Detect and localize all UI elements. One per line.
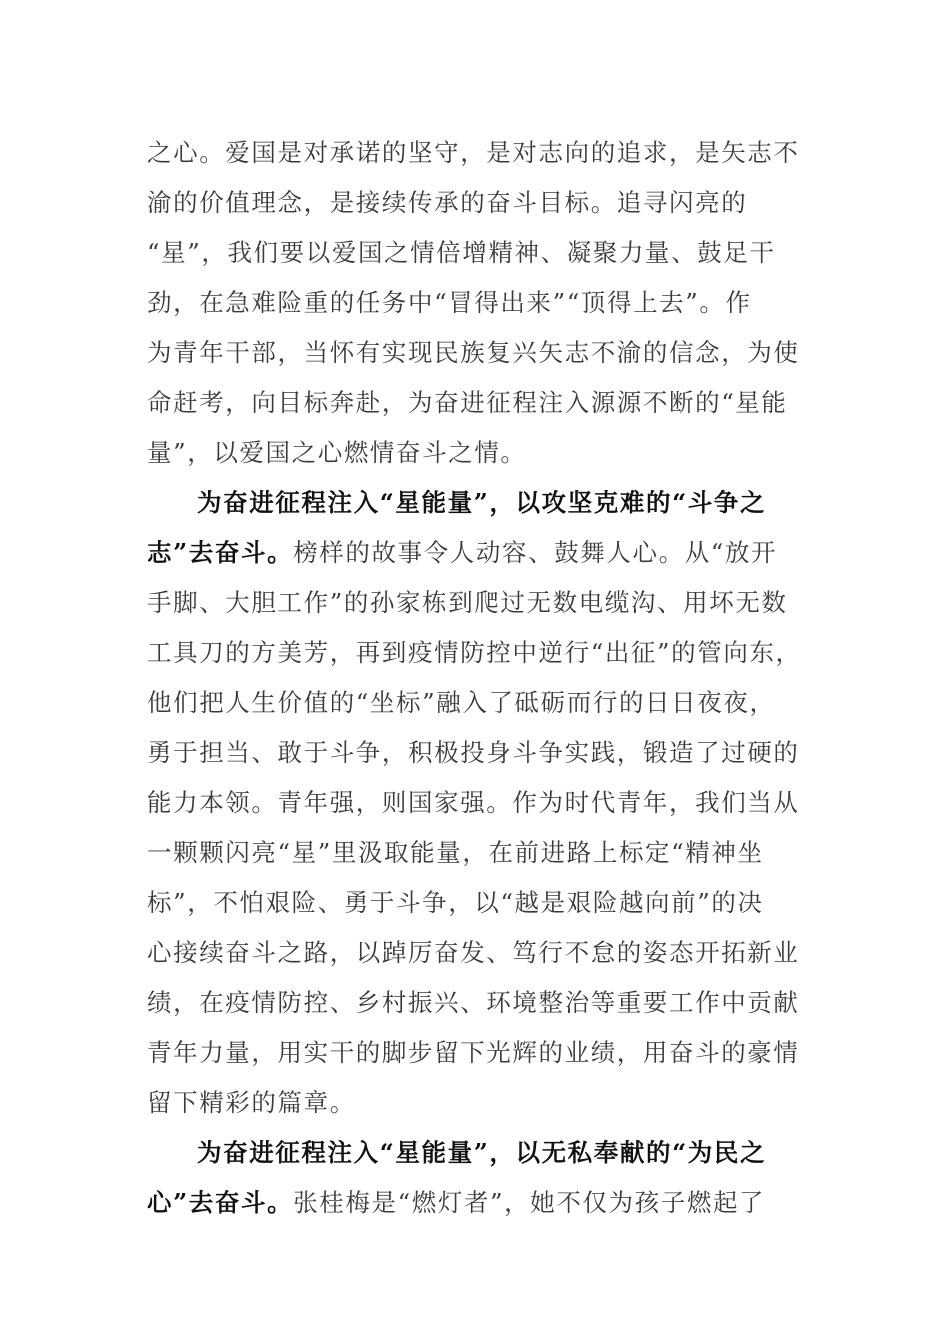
section-heading-text: 心”去奋斗。 [147,1188,294,1217]
document-body [147,128,803,1228]
paragraph-2-heading-line-1 [147,478,803,528]
section-heading-text: 志”去奋斗。 [147,538,294,567]
text-run: 为青年干部，当怀有实现民族复兴矢志不渝的信念，为使 [147,338,800,367]
paragraph-2-line-4 [147,628,803,678]
paragraph-1-line-5 [147,328,803,378]
paragraph-1-line-2 [147,178,803,228]
text-run: 他们把人生价值的“坐标”融入了砥砺而行的日日夜夜， [147,688,776,717]
text-run: 劲，在急难险重的任务中“冒得出来”“顶得上去”。作 [147,288,752,317]
text-run: “星”，我们要以爱国之情倍增精神、凝聚力量、鼓足干 [147,238,776,267]
paragraph-2-line-6 [147,728,803,778]
paragraph-1-line-4 [147,278,803,328]
paragraph-2-line-7 [147,778,803,828]
section-heading-text: 为奋进征程注入“星能量”，以无私奉献的“为民之 [197,1138,767,1167]
paragraph-2-line-12 [147,1028,803,1078]
paragraph-2-line-13 [147,1078,803,1128]
text-run: 手脚、大胆工作”的孙家栋到爬过无数电缆沟、用坏无数 [147,588,788,617]
paragraph-2-line-5 [147,678,803,728]
text-run: 能力本领。青年强，则国家强。作为时代青年，我们当从 [147,788,800,817]
text-run: 工具刀的方美芳，再到疫情防控中逆行“出征”的管向东， [147,638,802,667]
text-run: 青年力量，用实干的脚步留下光辉的业绩，用奋斗的豪情 [147,1038,800,1067]
text-run: 量”，以爱国之心燃情奋斗之情。 [147,438,527,467]
text-run: 张桂梅是“燃灯者”，她不仅为孩子燃起了 [293,1188,766,1217]
paragraph-2-line-9 [147,878,803,928]
text-run: 一颗颗闪亮“星”里汲取能量，在前进路上标定“精神坐 [147,838,764,867]
paragraph-2-line-8 [147,828,803,878]
text-run: 标”，不怕艰险、勇于斗争，以“越是艰险越向前”的决 [147,888,764,917]
paragraph-2-line-2 [147,528,803,578]
paragraph-2-line-10 [147,928,803,978]
text-run: 绩，在疫情防控、乡村振兴、环境整治等重要工作中贡献 [147,988,800,1017]
text-run: 勇于担当、敢于斗争，积极投身斗争实践，锻造了过硬的 [147,738,800,767]
paragraph-1-line-1 [147,128,803,178]
paragraph-1-line-6 [147,378,803,428]
text-run: 心接续奋斗之路，以踔厉奋发、笃行不怠的姿态开拓新业 [147,938,800,967]
paragraph-2-line-3 [147,578,803,628]
paragraph-3-heading-line-1 [147,1128,803,1178]
paragraph-1-line-3 [147,228,803,278]
paragraph-2-line-11 [147,978,803,1028]
text-run: 留下精彩的篇章。 [147,1088,356,1117]
paragraph-3-line-2 [147,1178,803,1228]
text-run: 命赶考，向目标奔赴，为奋进征程注入源源不断的“星能 [147,388,788,417]
text-run: 之心。爱国是对承诺的坚守，是对志向的追求，是矢志不 [147,138,800,167]
text-run: 榜样的故事令人动容、鼓舞人心。从“放开 [293,538,778,567]
text-run: 渝的价值理念，是接续传承的奋斗目标。追寻闪亮的 [147,188,748,217]
paragraph-1-line-7 [147,428,803,478]
section-heading-text: 为奋进征程注入“星能量”，以攻坚克难的“斗争之 [197,488,767,517]
